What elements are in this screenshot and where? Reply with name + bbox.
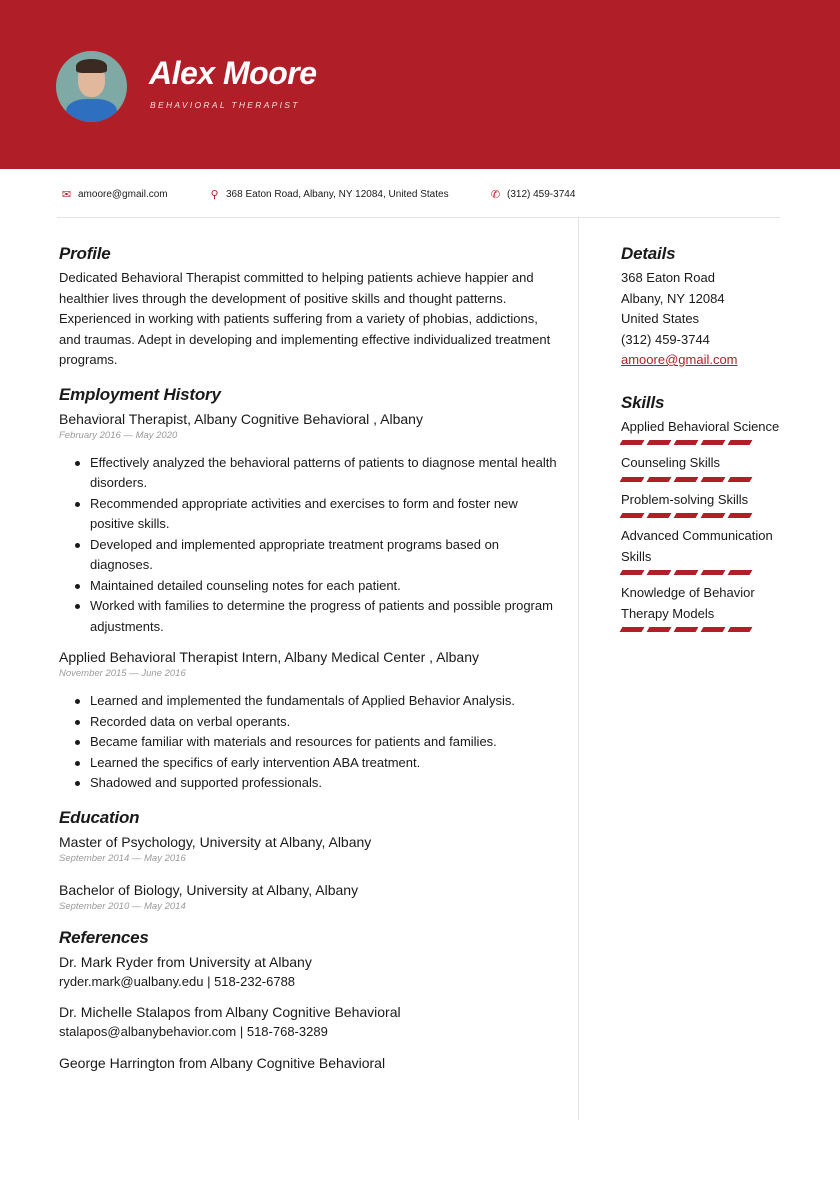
skill-item <box>621 490 791 519</box>
skill-level-segment <box>674 440 699 445</box>
skill-level-bar <box>621 440 791 445</box>
envelope-icon: ✉ <box>61 189 72 201</box>
section-heading: Profile <box>59 244 111 263</box>
skill-item <box>621 417 791 446</box>
detail-line: 368 Eaton Road <box>621 270 715 285</box>
section-heading: Skills <box>621 392 665 412</box>
reference-entry <box>59 1053 559 1073</box>
skill-level-segment <box>728 477 753 482</box>
degree-title: Master of Psychology, University at Albany, Albany <box>59 833 372 850</box>
skill-level-segment <box>620 570 645 575</box>
references-section <box>59 928 559 1073</box>
bullet-item: Effectively analyzed the behavioral patterns of patients to diagnose mental health disorders. <box>75 453 559 494</box>
skill-level-segment <box>701 570 726 575</box>
section-heading: Education <box>59 807 140 827</box>
bullet-item: Learned and implemented the fundamentals of Applied Behavior Analysis. <box>75 691 559 712</box>
skill-level-segment <box>674 627 699 632</box>
education-dates: September 2010 — May 2014 <box>59 900 186 912</box>
job-title: Applied Behavioral Therapist Intern, Albany Medical Center , Albany <box>59 649 479 665</box>
job-title: Behavioral Therapist, Albany Cognitive Behavioral , Albany <box>59 410 423 427</box>
job-bullets <box>75 691 559 794</box>
skills-section <box>621 393 791 633</box>
contact-address <box>209 188 449 201</box>
skill-level-bar <box>621 477 791 482</box>
skill-level-segment <box>728 570 753 575</box>
skill-level-segment <box>647 440 672 445</box>
job-bullets <box>75 453 559 638</box>
detail-line: Albany, NY 12084 <box>621 290 725 306</box>
skill-level-segment <box>647 477 672 482</box>
profile-section <box>59 244 559 371</box>
skill-level-segment <box>674 477 699 482</box>
section-heading: Details <box>621 244 676 263</box>
address-text: 368 Eaton Road, Albany, NY 12084, United States <box>226 189 449 200</box>
email-link[interactable]: amoore@gmail.com <box>621 352 738 367</box>
detail-line: (312) 459-3744 <box>621 331 710 347</box>
map-pin-icon: ⚲ <box>210 189 219 201</box>
skill-level-segment <box>647 627 672 632</box>
skill-item <box>621 453 791 482</box>
reference-name: George Harrington from Albany Cognitive Behavioral <box>59 1054 386 1071</box>
skill-item <box>621 583 791 632</box>
skill-name: Applied Behavioral Science <box>621 418 780 434</box>
candidate-title: BEHAVIORAL THERAPIST <box>150 100 300 110</box>
skill-level-bar <box>621 513 791 518</box>
section-heading: References <box>59 927 149 947</box>
resume-header <box>0 0 840 169</box>
job-dates: February 2016 — May 2020 <box>59 429 178 441</box>
skill-level-segment <box>728 627 753 632</box>
skill-level-segment <box>728 513 753 518</box>
skill-name: Counseling Skills <box>621 455 720 470</box>
skill-level-segment <box>620 440 645 445</box>
bullet-item: Maintained detailed counseling notes for each patient. <box>75 576 559 597</box>
skill-level-segment <box>701 627 726 632</box>
skill-name: Knowledge of Behavior Therapy Models <box>621 585 755 621</box>
skill-name: Problem-solving Skills <box>621 491 749 507</box>
column-divider <box>578 218 579 1120</box>
reference-entry <box>59 1002 559 1043</box>
job-entry <box>59 647 559 794</box>
contact-phone <box>490 188 575 201</box>
main-column <box>59 244 559 1087</box>
job-dates: November 2015 — June 2016 <box>59 668 186 679</box>
reference-name: Dr. Mark Ryder from University at Albany <box>59 953 312 970</box>
education-section <box>59 808 559 914</box>
profile-photo <box>56 51 127 122</box>
skill-level-segment <box>620 513 645 518</box>
degree-title: Bachelor of Biology, University at Albany, Albany <box>59 881 359 898</box>
profile-text: Dedicated Behavioral Therapist committed to helping patients achieve happier and healthier lives through the development of positive skills and thought patterns. Experienced in working with patients suffering from a variety of phobias, addictions, and traumas. Adept in developing and implementing effective individualized treatment programs. <box>59 270 551 367</box>
skill-level-segment <box>728 440 753 445</box>
bullet-item: Became familiar with materials and resources for patients and families. <box>75 732 559 753</box>
skill-level-segment <box>620 477 645 482</box>
employment-section <box>59 385 559 794</box>
education-entry <box>59 832 559 866</box>
reference-name: Dr. Michelle Stalapos from Albany Cognitive Behavioral <box>59 1004 401 1020</box>
skill-level-segment <box>701 513 726 518</box>
skill-level-bar <box>621 570 791 575</box>
education-dates: September 2014 — May 2016 <box>59 852 186 864</box>
section-heading: Employment History <box>59 384 221 404</box>
bullet-item: Learned the specifics of early intervention ABA treatment. <box>75 753 559 774</box>
divider <box>57 217 780 218</box>
bullet-item: Shadowed and supported professionals. <box>75 773 559 794</box>
skill-level-segment <box>647 513 672 518</box>
skill-item <box>621 526 791 575</box>
phone-icon: ✆ <box>490 189 501 201</box>
side-column <box>621 244 791 646</box>
reference-entry <box>59 952 559 993</box>
skill-level-segment <box>674 513 699 518</box>
bullet-item: Recommended appropriate activities and exercises to form and foster new positive skills. <box>75 494 559 535</box>
candidate-name: Alex Moore <box>149 55 317 91</box>
email-text: amoore@gmail.com <box>78 189 168 200</box>
bullet-item: Developed and implemented appropriate treatment programs based on diagnoses. <box>75 535 559 576</box>
detail-line: United States <box>621 311 700 326</box>
skill-level-segment <box>620 627 645 632</box>
phone-text: (312) 459-3744 <box>507 189 576 200</box>
education-entry <box>59 880 559 914</box>
reference-contact: stalapos@albanybehavior.com | 518-768-3289 <box>59 1024 328 1039</box>
skill-level-segment <box>701 477 726 482</box>
bullet-item: Worked with families to determine the progress of patients and possible program adjustments. <box>75 596 559 637</box>
skill-level-segment <box>647 570 672 575</box>
details-section <box>621 244 791 371</box>
bullet-item: Recorded data on verbal operants. <box>75 712 559 733</box>
reference-contact: ryder.mark@ualbany.edu | 518-232-6788 <box>59 973 296 989</box>
skill-level-bar <box>621 627 791 632</box>
skill-level-segment <box>674 570 699 575</box>
contact-email <box>61 188 168 201</box>
skill-level-segment <box>701 440 726 445</box>
skill-name: Advanced Communication Skills <box>621 528 773 564</box>
job-entry <box>59 409 559 638</box>
